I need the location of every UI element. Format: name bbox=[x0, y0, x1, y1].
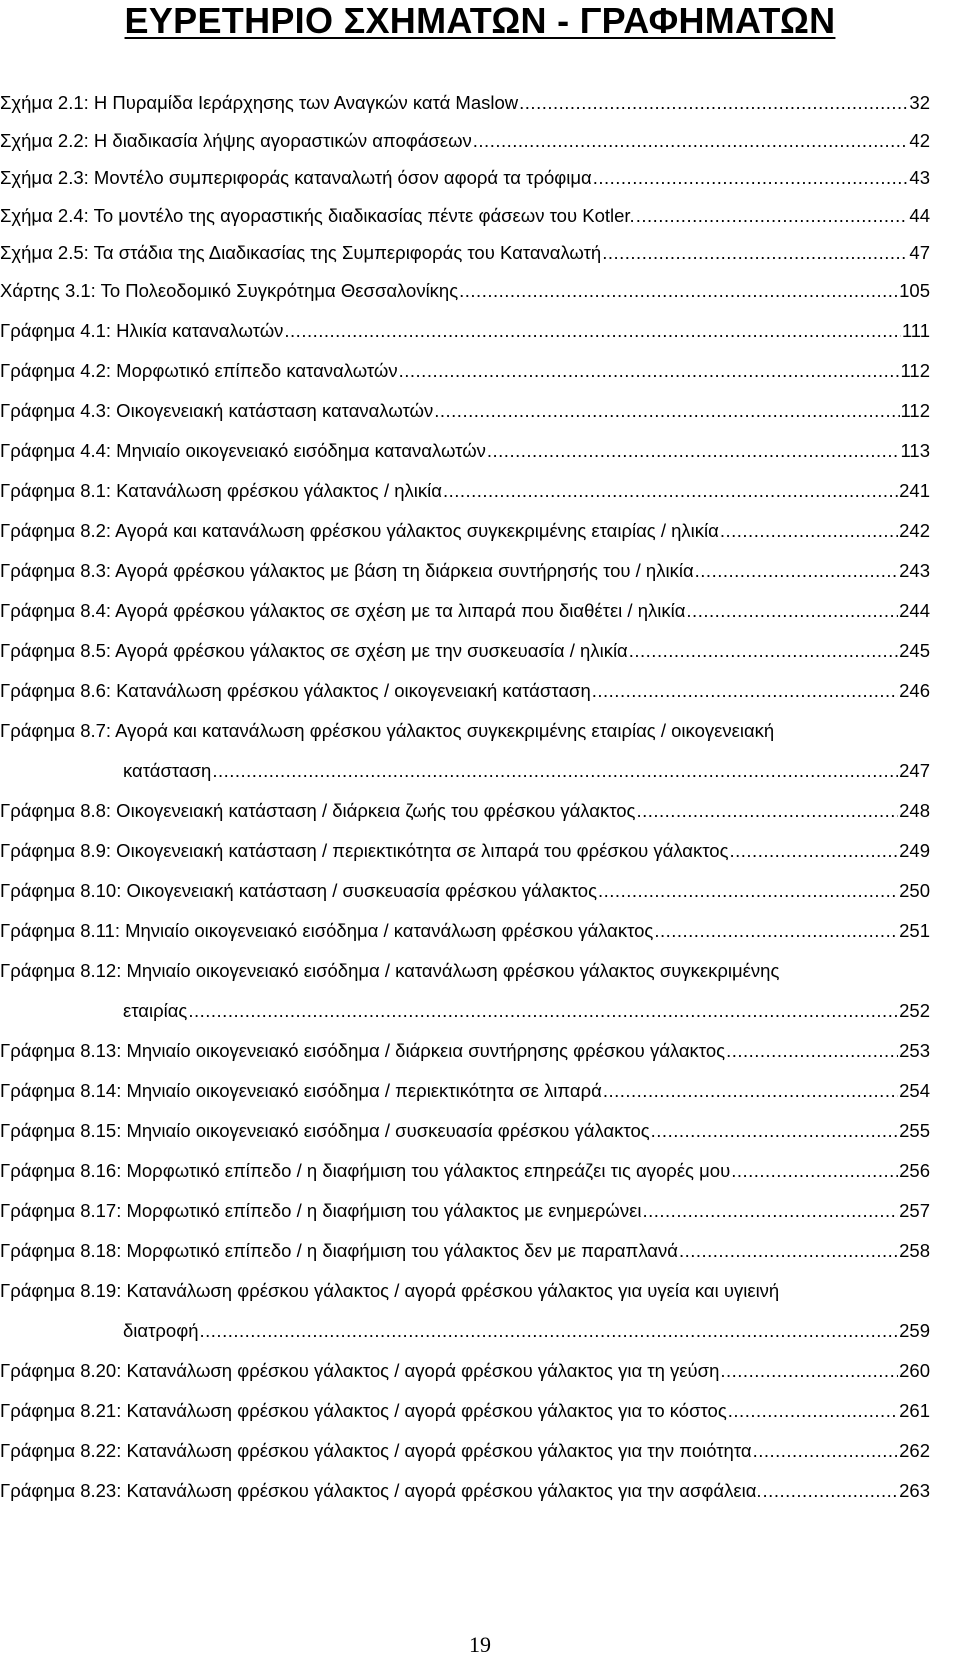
toc-entry bbox=[0, 242, 930, 264]
toc-entry-page: 252 bbox=[899, 999, 930, 1021]
toc-entry-page: 42 bbox=[909, 129, 930, 151]
toc-entry bbox=[0, 840, 930, 862]
toc-entry-text: Σχήμα 2.3: Μοντέλο συμπεριφοράς καταναλωτή όσον αφορά τα τρόφιμα bbox=[0, 167, 592, 188]
toc-entry bbox=[0, 960, 930, 1022]
toc-entry bbox=[0, 480, 930, 502]
toc-entry-text: Γράφημα 8.18: Μορφωτικό επίπεδο / η διαφήμιση του γάλακτος δεν με παραπλανά bbox=[0, 1239, 678, 1261]
dot-leader bbox=[603, 1080, 898, 1102]
toc-entry-text: Γράφημα 4.3: Οικογενειακή κατάσταση καταναλωτών bbox=[0, 399, 434, 421]
toc-entry-page: 251 bbox=[899, 919, 930, 941]
toc-entry-text: Γράφημα 8.13: Μηνιαίο οικογενειακό εισόδημα / διάρκεια συντήρησης φρέσκου γάλακτος bbox=[0, 1039, 726, 1061]
dot-leader bbox=[284, 320, 900, 342]
toc-entry-page: 246 bbox=[899, 679, 930, 701]
dot-leader bbox=[695, 560, 898, 582]
page-number: 19 bbox=[469, 1632, 491, 1657]
toc-entry-text: Γράφημα 8.20: Κατανάλωση φρέσκου γάλακτος / αγορά φρέσκου γάλακτος για τη γεύση bbox=[0, 1359, 720, 1381]
dot-leader bbox=[720, 520, 898, 542]
toc-entry-page: 43 bbox=[909, 167, 930, 188]
dot-leader bbox=[651, 1120, 898, 1142]
dot-leader bbox=[487, 440, 900, 462]
toc-entry-page: 260 bbox=[899, 1359, 930, 1381]
toc-entry-page: 254 bbox=[899, 1079, 930, 1101]
toc-entry-text: Γράφημα 8.14: Μηνιαίο οικογενειακό εισόδημα / περιεκτικότητα σε λιπαρά bbox=[0, 1079, 602, 1101]
dot-leader bbox=[602, 242, 908, 264]
dot-leader bbox=[679, 1240, 898, 1262]
toc-entry bbox=[0, 92, 930, 114]
dot-leader bbox=[686, 600, 898, 622]
toc-entry bbox=[0, 1160, 930, 1182]
toc-entry-page: 256 bbox=[899, 1159, 930, 1181]
toc-entry-page: 248 bbox=[899, 799, 930, 821]
dot-leader bbox=[728, 1400, 898, 1422]
toc-entry-text: Γράφημα 8.1: Κατανάλωση φρέσκου γάλακτος / ηλικία bbox=[0, 479, 442, 501]
toc-entry-text: Γράφημα 8.8: Οικογενειακή κατάσταση / διάρκεια ζωής του φρέσκου γάλακτος bbox=[0, 799, 636, 821]
toc-entry-text: Γράφημα 8.12: Μηνιαίο οικογενειακό εισόδημα / κατανάλωση φρέσκου γάλακτος συγκεκριμένης bbox=[0, 959, 780, 981]
toc-entry-text: Γράφημα 8.6: Κατανάλωση φρέσκου γάλακτος / οικογενειακή κατάσταση bbox=[0, 679, 591, 701]
toc-entry bbox=[0, 167, 930, 189]
dot-leader bbox=[763, 1480, 899, 1502]
toc-entry bbox=[0, 360, 930, 382]
toc-entry-page: 249 bbox=[899, 839, 930, 861]
toc-entry-page: 241 bbox=[899, 479, 930, 501]
toc-entry-text: Γράφημα 8.9: Οικογενειακή κατάσταση / περιεκτικότητα σε λιπαρά του φρέσκου γάλακτος bbox=[0, 839, 729, 861]
dot-leader bbox=[593, 167, 909, 189]
toc-entry bbox=[0, 800, 930, 822]
toc-entry-text: Γράφημα 8.21: Κατανάλωση φρέσκου γάλακτος / αγορά φρέσκου γάλακτος για το κόστος bbox=[0, 1399, 727, 1421]
toc-entry bbox=[0, 920, 930, 942]
toc-entry bbox=[0, 1360, 930, 1382]
dot-leader bbox=[654, 920, 898, 942]
toc-entry-text: Γράφημα 8.15: Μηνιαίο οικογενειακό εισόδημα / συσκευασία φρέσκου γάλακτος bbox=[0, 1119, 650, 1141]
toc-entry-page: 255 bbox=[899, 1119, 930, 1141]
toc-entry-page: 257 bbox=[899, 1199, 930, 1221]
toc-entry bbox=[0, 1400, 930, 1422]
toc-entry-page: 263 bbox=[899, 1479, 930, 1501]
toc-entry bbox=[0, 560, 930, 582]
dot-leader bbox=[212, 760, 898, 782]
toc-entry-continuation: εταιρίας bbox=[123, 999, 188, 1021]
toc-entry-text: Γράφημα 4.1: Ηλικία καταναλωτών bbox=[0, 319, 284, 341]
dot-leader bbox=[636, 800, 898, 822]
toc-entry-text: Γράφημα 8.5: Αγορά φρέσκου γάλακτος σε σχέση με την συσκευασία / ηλικία bbox=[0, 639, 628, 661]
toc-entry bbox=[0, 680, 930, 702]
dot-leader bbox=[459, 280, 898, 302]
toc-entry bbox=[0, 400, 930, 422]
toc-entry-text: Γράφημα 4.2: Μορφωτικό επίπεδο καταναλωτών bbox=[0, 359, 398, 381]
toc-entry-page: 245 bbox=[899, 639, 930, 661]
toc-entry bbox=[0, 520, 930, 542]
toc-entry bbox=[0, 1240, 930, 1262]
toc-entry-text: Γράφημα 8.22: Κατανάλωση φρέσκου γάλακτος / αγορά φρέσκου γάλακτος για την ποιότητα bbox=[0, 1439, 752, 1461]
toc-entry-page: 244 bbox=[899, 599, 930, 621]
toc-entry-text: Χάρτης 3.1: Το Πολεοδομικό Συγκρότημα Θεσσαλονίκης bbox=[0, 279, 459, 301]
page-title: ΕΥΡΕΤΗΡΙΟ ΣΧΗΜΑΤΩΝ - ΓΡΑΦΗΜΑΤΩΝ bbox=[124, 0, 836, 41]
toc-entry bbox=[0, 1120, 930, 1142]
toc-entry-page: 112 bbox=[900, 399, 930, 421]
toc-entry-page: 259 bbox=[899, 1319, 930, 1341]
toc-entry-page: 262 bbox=[899, 1439, 930, 1461]
dot-leader bbox=[443, 480, 898, 502]
dot-leader bbox=[200, 1320, 899, 1342]
toc-entry bbox=[0, 205, 930, 227]
toc-entry-continuation: κατάσταση bbox=[123, 759, 212, 781]
toc-entry bbox=[0, 440, 930, 462]
toc-entry-text: Γράφημα 8.4: Αγορά φρέσκου γάλακτος σε σχέση με τα λιπαρά που διαθέτει / ηλικία bbox=[0, 599, 686, 621]
toc-entry-text: Γράφημα 8.17: Μορφωτικό επίπεδο / η διαφήμιση του γάλακτος με ενημερώνει bbox=[0, 1199, 642, 1221]
dot-leader bbox=[636, 205, 909, 227]
toc-entry-text: Σχήμα 2.2: Η διαδικασία λήψης αγοραστικών αποφάσεων bbox=[0, 129, 472, 151]
toc-entry-text: Γράφημα 8.23: Κατανάλωση φρέσκου γάλακτος / αγορά φρέσκου γάλακτος για την ασφάλεια. bbox=[0, 1479, 762, 1501]
toc-entry-page: 243 bbox=[899, 559, 930, 581]
toc-entry-page: 44 bbox=[909, 204, 930, 226]
toc-entry bbox=[0, 1200, 930, 1222]
dot-leader bbox=[473, 130, 909, 152]
toc-entry bbox=[0, 1440, 930, 1462]
toc-entry-text: Γράφημα 8.3: Αγορά φρέσκου γάλακτος με βάση τη διάρκεια συντήρησής του / ηλικία bbox=[0, 559, 694, 581]
toc-entry-page: 113 bbox=[900, 439, 930, 461]
toc-entry-text: Γράφημα 8.11: Μηνιαίο οικογενειακό εισόδημα / κατανάλωση φρέσκου γάλακτος bbox=[0, 919, 654, 941]
toc-entry-continuation: διατροφή bbox=[123, 1319, 199, 1341]
toc-entry-text: Γράφημα 8.16: Μορφωτικό επίπεδο / η διαφήμιση του γάλακτος επηρεάζει τις αγορές μου bbox=[0, 1159, 731, 1181]
toc-entry bbox=[0, 1080, 930, 1102]
toc-entry bbox=[0, 600, 930, 622]
dot-leader bbox=[753, 1440, 899, 1462]
toc-entry-text: Γράφημα 8.7: Αγορά και κατανάλωση φρέσκου γάλακτος συγκεκριμένης εταιρίας / οικογενειακή bbox=[0, 719, 775, 741]
dot-leader bbox=[519, 92, 908, 114]
toc-entry-text: Σχήμα 2.4: Το μοντέλο της αγοραστικής διαδικασίας πέντε φάσεων του Kotler. bbox=[0, 204, 635, 226]
dot-leader bbox=[434, 400, 899, 422]
dot-leader bbox=[598, 880, 898, 902]
toc-entry bbox=[0, 640, 930, 662]
toc-entry-text: Σχήμα 2.5: Τα στάδια της Διαδικασίας της Συμπεριφοράς του Καταναλωτή bbox=[0, 242, 602, 263]
toc-entry bbox=[0, 720, 930, 782]
toc-entry-text: Γράφημα 8.19: Κατανάλωση φρέσκου γάλακτος / αγορά φρέσκου γάλακτος για υγεία και υγιεινή bbox=[0, 1279, 780, 1301]
toc-entry-page: 242 bbox=[899, 519, 930, 541]
toc-entry-page: 258 bbox=[899, 1239, 930, 1261]
toc-entry-page: 250 bbox=[899, 879, 930, 901]
dot-leader bbox=[726, 1040, 898, 1062]
toc-entry-text: Σχήμα 2.1: Η Πυραμίδα Ιεράρχησης των Αναγκών κατά Maslow bbox=[0, 92, 519, 113]
toc-entry bbox=[0, 880, 930, 902]
dot-leader bbox=[592, 680, 898, 702]
toc-entry-page: 112 bbox=[900, 359, 930, 381]
toc-entry-text: Γράφημα 8.2: Αγορά και κατανάλωση φρέσκου γάλακτος συγκεκριμένης εταιρίας / ηλικία bbox=[0, 519, 719, 541]
toc-entry-page: 253 bbox=[899, 1039, 930, 1061]
dot-leader bbox=[629, 640, 898, 662]
dot-leader bbox=[188, 1000, 898, 1022]
toc-entry bbox=[0, 1280, 930, 1342]
dot-leader bbox=[731, 1160, 898, 1182]
toc-entry-page: 247 bbox=[899, 759, 930, 781]
toc-entry bbox=[0, 1040, 930, 1062]
toc-entry-page: 105 bbox=[899, 279, 930, 301]
dot-leader bbox=[399, 360, 900, 382]
dot-leader bbox=[642, 1200, 898, 1222]
dot-leader bbox=[720, 1360, 898, 1382]
dot-leader bbox=[730, 840, 899, 862]
toc-entry bbox=[0, 320, 930, 342]
toc-entry bbox=[0, 280, 930, 302]
toc-entry-text: Γράφημα 4.4: Μηνιαίο οικογενειακό εισόδημα καταναλωτών bbox=[0, 439, 486, 461]
toc-entry bbox=[0, 130, 930, 152]
toc-entry-text: Γράφημα 8.10: Οικογενειακή κατάσταση / συσκευασία φρέσκου γάλακτος bbox=[0, 879, 598, 901]
toc-entry-page: 47 bbox=[909, 242, 930, 263]
toc-entry-page: 261 bbox=[899, 1399, 930, 1421]
toc-entry bbox=[0, 1480, 930, 1502]
toc-entry-page: 32 bbox=[909, 92, 930, 113]
toc-entry-page: 111 bbox=[901, 319, 930, 341]
